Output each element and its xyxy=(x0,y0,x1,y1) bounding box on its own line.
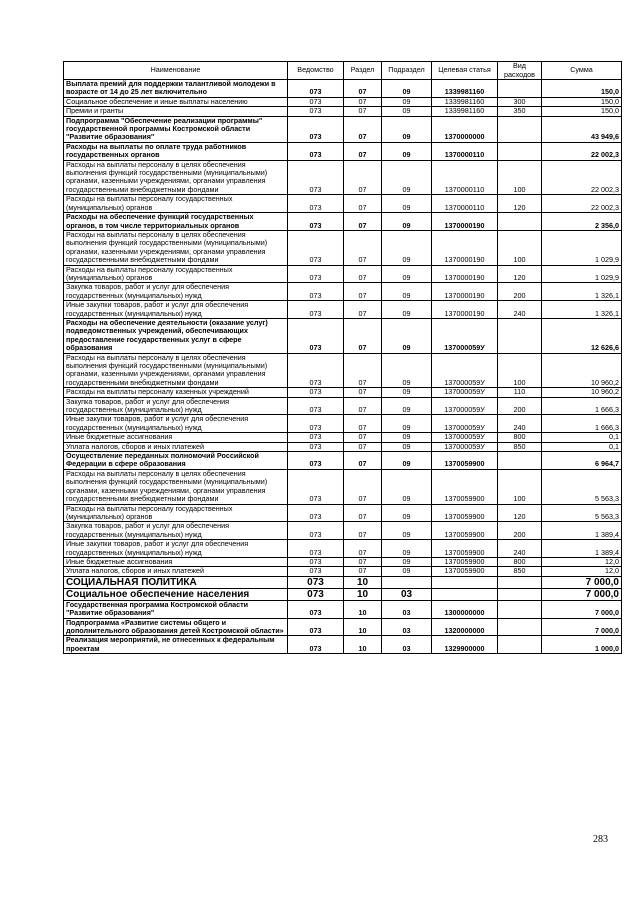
row-sum: 7 000,0 xyxy=(542,600,622,618)
header-section: Раздел xyxy=(344,62,382,80)
row-name: Социальное обеспечение населения xyxy=(64,588,288,600)
row-target: 1370059900 xyxy=(432,452,498,470)
row-kind xyxy=(498,142,542,160)
row-dept: 073 xyxy=(288,107,344,116)
table-row xyxy=(64,116,622,142)
row-kind: 350 xyxy=(498,107,542,116)
row-kind: 110 xyxy=(498,388,542,397)
table-body xyxy=(64,80,622,654)
row-subsection: 09 xyxy=(382,567,432,576)
row-sum: 150,0 xyxy=(542,107,622,116)
row-subsection: 09 xyxy=(382,442,432,451)
row-sum: 150,0 xyxy=(542,80,622,98)
row-name: Расходы на выплаты персоналу казенных учреждений xyxy=(64,388,288,397)
row-subsection: 09 xyxy=(382,388,432,397)
row-subsection: 03 xyxy=(382,588,432,600)
row-kind: 240 xyxy=(498,301,542,319)
row-kind: 300 xyxy=(498,97,542,106)
row-target: 1370000190 xyxy=(432,213,498,231)
row-section: 07 xyxy=(344,301,382,319)
row-subsection: 09 xyxy=(382,230,432,265)
row-subsection: 03 xyxy=(382,600,432,618)
row-sum: 1 666,3 xyxy=(542,415,622,433)
row-kind xyxy=(498,452,542,470)
table-row xyxy=(64,213,622,231)
row-dept: 073 xyxy=(288,415,344,433)
row-name: Расходы на обеспечение функций государственных органов, в том числе территориальных органов xyxy=(64,213,288,231)
table-row xyxy=(64,522,622,540)
row-section: 07 xyxy=(344,397,382,415)
table-row xyxy=(64,80,622,98)
row-subsection xyxy=(382,576,432,588)
row-dept: 073 xyxy=(288,557,344,566)
row-name: Иные бюджетные ассигнования xyxy=(64,433,288,442)
row-name: Государственная программа Костромской области "Развитие образования" xyxy=(64,600,288,618)
page-number: 283 xyxy=(593,834,608,845)
row-sum: 1 029,9 xyxy=(542,230,622,265)
row-subsection: 09 xyxy=(382,265,432,283)
row-target: 1370000110 xyxy=(432,142,498,160)
row-name: Иные закупки товаров, работ и услуг для обеспечения государственных (муниципальных) нужд xyxy=(64,415,288,433)
row-dept: 073 xyxy=(288,230,344,265)
table-row xyxy=(64,107,622,116)
row-kind xyxy=(498,213,542,231)
row-target: 137000059У xyxy=(432,442,498,451)
row-dept: 073 xyxy=(288,442,344,451)
row-target: 1370059900 xyxy=(432,567,498,576)
header-dept: Ведомство xyxy=(288,62,344,80)
row-section: 07 xyxy=(344,353,382,388)
row-dept: 073 xyxy=(288,618,344,636)
table-row xyxy=(64,442,622,451)
row-dept: 073 xyxy=(288,353,344,388)
row-subsection: 09 xyxy=(382,195,432,213)
row-sum: 12 626,6 xyxy=(542,318,622,353)
row-dept: 073 xyxy=(288,567,344,576)
row-kind: 800 xyxy=(498,433,542,442)
row-target: 1339981160 xyxy=(432,107,498,116)
row-sum: 7 000,0 xyxy=(542,618,622,636)
header-target: Целевая статья xyxy=(432,62,498,80)
row-name: Выплата премий для поддержки талантливой молодежи в возрасте от 14 до 25 лет включительно xyxy=(64,80,288,98)
row-dept: 073 xyxy=(288,576,344,588)
row-sum: 2 356,0 xyxy=(542,213,622,231)
row-subsection: 09 xyxy=(382,433,432,442)
row-sum: 10 960,2 xyxy=(542,388,622,397)
row-kind: 800 xyxy=(498,557,542,566)
table-header-row xyxy=(64,62,622,80)
row-target: 1370000190 xyxy=(432,265,498,283)
header-kind: Вид расходов xyxy=(498,62,542,80)
row-section: 07 xyxy=(344,213,382,231)
row-subsection: 09 xyxy=(382,116,432,142)
row-dept: 073 xyxy=(288,116,344,142)
table-row xyxy=(64,97,622,106)
row-subsection: 09 xyxy=(382,353,432,388)
row-section: 10 xyxy=(344,600,382,618)
table-row xyxy=(64,195,622,213)
row-kind xyxy=(498,600,542,618)
table-row xyxy=(64,353,622,388)
row-kind: 200 xyxy=(498,522,542,540)
row-dept: 073 xyxy=(288,469,344,504)
row-section: 07 xyxy=(344,567,382,576)
row-section: 07 xyxy=(344,388,382,397)
row-section: 07 xyxy=(344,283,382,301)
row-name: Реализация мероприятий, не отнесенных к федеральным проектам xyxy=(64,636,288,654)
table-row xyxy=(64,469,622,504)
row-target: 1339981160 xyxy=(432,97,498,106)
row-section: 07 xyxy=(344,265,382,283)
row-sum: 1 000,0 xyxy=(542,636,622,654)
row-kind: 240 xyxy=(498,415,542,433)
row-name: Премии и гранты xyxy=(64,107,288,116)
row-sum: 1 326,1 xyxy=(542,301,622,319)
row-target: 1320000000 xyxy=(432,618,498,636)
row-dept: 073 xyxy=(288,265,344,283)
row-subsection: 09 xyxy=(382,318,432,353)
row-name: Подпрограмма «Развитие системы общего и дополнительного образования детей Костромской области» xyxy=(64,618,288,636)
table-row xyxy=(64,230,622,265)
row-subsection: 09 xyxy=(382,142,432,160)
row-dept: 073 xyxy=(288,195,344,213)
row-subsection: 03 xyxy=(382,618,432,636)
row-name: Расходы на выплаты персоналу в целях обеспечения выполнения функций государственными (муниципальными) органами, казенными учреждениями, органами управления государственными внебюджетными фондами xyxy=(64,230,288,265)
row-name: Расходы на выплаты по оплате труда работников государственных органов xyxy=(64,142,288,160)
row-kind xyxy=(498,588,542,600)
row-name: Уплата налогов, сборов и иных платежей xyxy=(64,442,288,451)
table-row xyxy=(64,265,622,283)
row-name: Расходы на выплаты персоналу государственных (муниципальных) органов xyxy=(64,195,288,213)
row-subsection: 09 xyxy=(382,415,432,433)
header-sum: Сумма xyxy=(542,62,622,80)
row-name: Социальное обеспечение и иные выплаты населению xyxy=(64,97,288,106)
row-sum: 10 960,2 xyxy=(542,353,622,388)
row-subsection: 09 xyxy=(382,283,432,301)
row-name: Осуществление переданных полномочий Российской Федерации в сфере образования xyxy=(64,452,288,470)
row-sum: 0,1 xyxy=(542,433,622,442)
row-dept: 073 xyxy=(288,97,344,106)
table-row xyxy=(64,600,622,618)
row-target: 1370000190 xyxy=(432,230,498,265)
row-target xyxy=(432,576,498,588)
row-sum: 150,0 xyxy=(542,97,622,106)
row-dept: 073 xyxy=(288,160,344,195)
table-row xyxy=(64,415,622,433)
row-sum: 22 002,3 xyxy=(542,160,622,195)
row-subsection: 09 xyxy=(382,540,432,558)
row-name: Расходы на обеспечение деятельности (оказание услуг) подведомственных учреждений, обеспечивающих предоставление государственных услуг в сфере образования xyxy=(64,318,288,353)
row-section: 07 xyxy=(344,160,382,195)
row-dept: 073 xyxy=(288,213,344,231)
row-name: Расходы на выплаты персоналу государственных (муниципальных) органов xyxy=(64,265,288,283)
row-target: 137000059У xyxy=(432,318,498,353)
row-name: Расходы на выплаты персоналу в целях обеспечения выполнения функций государственными (муниципальными) органами, казенными учреждениями, органами управления государственными внебюджетными фондами xyxy=(64,469,288,504)
row-subsection: 09 xyxy=(382,469,432,504)
row-dept: 073 xyxy=(288,452,344,470)
row-section: 07 xyxy=(344,433,382,442)
table-row xyxy=(64,142,622,160)
row-sum: 1 389,4 xyxy=(542,522,622,540)
row-section: 07 xyxy=(344,230,382,265)
row-target: 1370059900 xyxy=(432,540,498,558)
row-subsection: 09 xyxy=(382,301,432,319)
row-section: 10 xyxy=(344,618,382,636)
table-row xyxy=(64,397,622,415)
row-kind xyxy=(498,576,542,588)
row-section: 07 xyxy=(344,142,382,160)
row-subsection: 09 xyxy=(382,504,432,522)
row-dept: 073 xyxy=(288,600,344,618)
table-row xyxy=(64,283,622,301)
row-sum: 1 029,9 xyxy=(542,265,622,283)
row-kind: 200 xyxy=(498,397,542,415)
table-row xyxy=(64,576,622,588)
row-dept: 073 xyxy=(288,504,344,522)
row-name: Иные закупки товаров, работ и услуг для обеспечения государственных (муниципальных) нужд xyxy=(64,301,288,319)
row-kind xyxy=(498,116,542,142)
row-sum: 7 000,0 xyxy=(542,588,622,600)
row-sum: 1 389,4 xyxy=(542,540,622,558)
row-dept: 073 xyxy=(288,80,344,98)
row-section: 07 xyxy=(344,97,382,106)
row-dept: 073 xyxy=(288,433,344,442)
row-kind xyxy=(498,80,542,98)
row-target: 1370000110 xyxy=(432,195,498,213)
row-section: 10 xyxy=(344,576,382,588)
row-name: Закупка товаров, работ и услуг для обеспечения государственных (муниципальных) нужд xyxy=(64,397,288,415)
row-kind xyxy=(498,636,542,654)
row-kind: 850 xyxy=(498,567,542,576)
row-kind: 120 xyxy=(498,265,542,283)
row-dept: 073 xyxy=(288,636,344,654)
header-subsection: Подраздел xyxy=(382,62,432,80)
row-section: 10 xyxy=(344,588,382,600)
row-target: 1370059900 xyxy=(432,469,498,504)
row-subsection: 09 xyxy=(382,213,432,231)
row-target: 1370000110 xyxy=(432,160,498,195)
row-dept: 073 xyxy=(288,142,344,160)
row-section: 07 xyxy=(344,442,382,451)
table-row xyxy=(64,588,622,600)
row-name: Подпрограмма "Обеспечение реализации программы" государственной программы Костромской области "Развитие образования" xyxy=(64,116,288,142)
table-row xyxy=(64,618,622,636)
row-name: Закупка товаров, работ и услуг для обеспечения государственных (муниципальных) нужд xyxy=(64,522,288,540)
row-subsection: 03 xyxy=(382,636,432,654)
table-row xyxy=(64,540,622,558)
row-sum: 0,1 xyxy=(542,442,622,451)
row-section: 07 xyxy=(344,557,382,566)
row-sum: 5 563,3 xyxy=(542,469,622,504)
row-sum: 1 666,3 xyxy=(542,397,622,415)
row-sum: 6 964,7 xyxy=(542,452,622,470)
row-target: 137000059У xyxy=(432,353,498,388)
row-name: СОЦИАЛЬНАЯ ПОЛИТИКА xyxy=(64,576,288,588)
row-target: 1370000190 xyxy=(432,283,498,301)
table-row xyxy=(64,318,622,353)
row-kind: 100 xyxy=(498,353,542,388)
row-sum: 22 002,3 xyxy=(542,195,622,213)
row-section: 07 xyxy=(344,522,382,540)
row-subsection: 09 xyxy=(382,80,432,98)
row-name: Закупка товаров, работ и услуг для обеспечения государственных (муниципальных) нужд xyxy=(64,283,288,301)
row-kind: 100 xyxy=(498,230,542,265)
row-section: 07 xyxy=(344,80,382,98)
row-kind: 100 xyxy=(498,469,542,504)
row-target xyxy=(432,588,498,600)
table-row xyxy=(64,433,622,442)
row-sum: 12,0 xyxy=(542,557,622,566)
row-kind: 120 xyxy=(498,504,542,522)
row-name: Расходы на выплаты персоналу в целях обеспечения выполнения функций государственными (муниципальными) органами, казенными учреждениями, органами управления государственными внебюджетными фондами xyxy=(64,160,288,195)
row-kind: 240 xyxy=(498,540,542,558)
row-section: 07 xyxy=(344,318,382,353)
row-dept: 073 xyxy=(288,318,344,353)
row-sum: 1 326,1 xyxy=(542,283,622,301)
row-kind xyxy=(498,618,542,636)
row-kind xyxy=(498,318,542,353)
row-target: 137000059У xyxy=(432,397,498,415)
row-sum: 7 000,0 xyxy=(542,576,622,588)
row-section: 07 xyxy=(344,540,382,558)
row-subsection: 09 xyxy=(382,557,432,566)
row-section: 07 xyxy=(344,469,382,504)
row-kind: 100 xyxy=(498,160,542,195)
row-target: 1370059900 xyxy=(432,504,498,522)
row-dept: 073 xyxy=(288,301,344,319)
table-row xyxy=(64,504,622,522)
budget-table xyxy=(63,61,622,654)
table-row xyxy=(64,452,622,470)
row-target: 1339981160 xyxy=(432,80,498,98)
row-target: 1300000000 xyxy=(432,600,498,618)
row-section: 07 xyxy=(344,452,382,470)
row-sum: 22 002,3 xyxy=(542,142,622,160)
row-dept: 073 xyxy=(288,588,344,600)
row-target: 1370059900 xyxy=(432,522,498,540)
table-row xyxy=(64,557,622,566)
row-subsection: 09 xyxy=(382,160,432,195)
row-subsection: 09 xyxy=(382,97,432,106)
row-sum: 12,0 xyxy=(542,567,622,576)
row-name: Уплата налогов, сборов и иных платежей xyxy=(64,567,288,576)
row-section: 07 xyxy=(344,107,382,116)
row-dept: 073 xyxy=(288,540,344,558)
row-target: 137000059У xyxy=(432,415,498,433)
row-sum: 5 563,3 xyxy=(542,504,622,522)
row-dept: 073 xyxy=(288,388,344,397)
row-section: 10 xyxy=(344,636,382,654)
row-kind: 120 xyxy=(498,195,542,213)
row-target: 1370000000 xyxy=(432,116,498,142)
row-subsection: 09 xyxy=(382,522,432,540)
table-row xyxy=(64,636,622,654)
row-target: 1329900000 xyxy=(432,636,498,654)
row-section: 07 xyxy=(344,116,382,142)
row-subsection: 09 xyxy=(382,452,432,470)
row-kind: 200 xyxy=(498,283,542,301)
table-row xyxy=(64,388,622,397)
row-dept: 073 xyxy=(288,522,344,540)
table-row xyxy=(64,301,622,319)
row-dept: 073 xyxy=(288,397,344,415)
table-row xyxy=(64,160,622,195)
row-section: 07 xyxy=(344,415,382,433)
row-sum: 43 949,6 xyxy=(542,116,622,142)
row-target: 137000059У xyxy=(432,433,498,442)
row-dept: 073 xyxy=(288,283,344,301)
row-target: 1370059900 xyxy=(432,557,498,566)
row-name: Иные закупки товаров, работ и услуг для обеспечения государственных (муниципальных) нужд xyxy=(64,540,288,558)
row-target: 1370000190 xyxy=(432,301,498,319)
row-subsection: 09 xyxy=(382,397,432,415)
row-name: Расходы на выплаты персоналу в целях обеспечения выполнения функций государственными (муниципальными) органами, казенными учреждениями, органами управления государственными внебюджетными фондами xyxy=(64,353,288,388)
row-subsection: 09 xyxy=(382,107,432,116)
row-section: 07 xyxy=(344,504,382,522)
row-name: Расходы на выплаты персоналу государственных (муниципальных) органов xyxy=(64,504,288,522)
header-name: Наименование xyxy=(64,62,288,80)
row-section: 07 xyxy=(344,195,382,213)
row-kind: 850 xyxy=(498,442,542,451)
row-target: 137000059У xyxy=(432,388,498,397)
table-row xyxy=(64,567,622,576)
row-name: Иные бюджетные ассигнования xyxy=(64,557,288,566)
